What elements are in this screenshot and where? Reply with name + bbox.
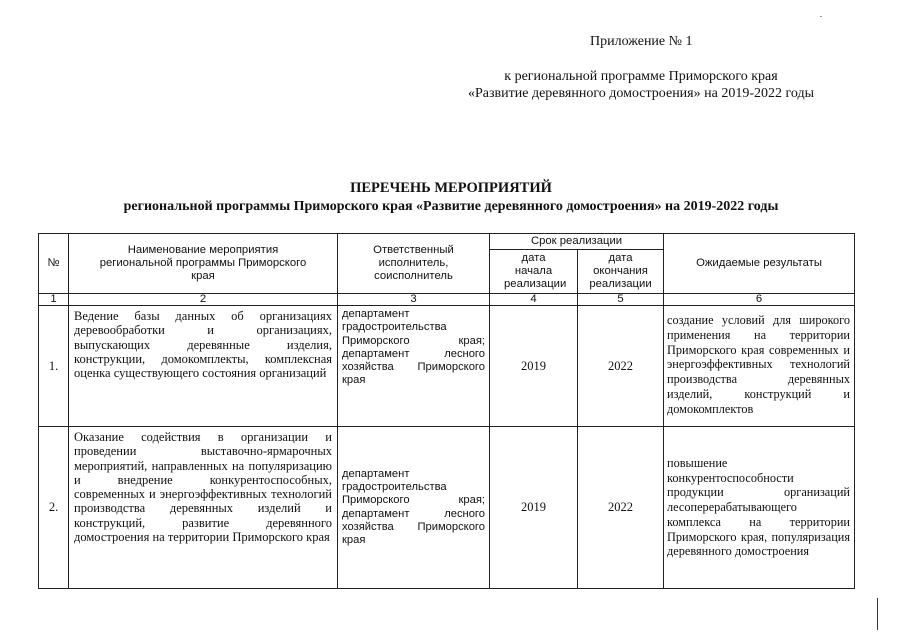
subtitle-line-2: «Развитие деревянного домостроения» на 2019-2022 годы (467, 86, 814, 101)
table-row (39, 306, 855, 427)
start-year: 2019 (490, 427, 578, 589)
expected-results: создание условий для широкого применения на территории Приморского края современных и энергоэффективных технологий производства деревянных изделий, конструкций и домокомплектов (664, 306, 855, 427)
scan-edge-mark (877, 598, 878, 630)
expected-results: повышение конкурентоспособности продукции организаций лесоперерабатывающего комплекса на территории Приморского края, популяризация деревянного домостроения (664, 427, 855, 589)
column-number: 2 (69, 294, 338, 306)
document-title: ПЕРЕЧЕНЬ МЕРОПРИЯТИЙ (350, 180, 552, 196)
column-number: 4 (490, 294, 578, 306)
column-number: 1 (39, 294, 69, 306)
scan-speck (820, 16, 822, 17)
column-number: 5 (578, 294, 664, 306)
measures-table (38, 233, 855, 589)
table-row (39, 427, 855, 589)
responsible-executor: департамент градостроительства Приморского края; департамент лесного хозяйства Приморского края (338, 427, 490, 589)
column-number: 3 (338, 294, 490, 306)
header-start: дата начала реализации (490, 250, 578, 294)
measure-name: Ведение базы данных об организациях деревообработки и организациях, выпускающих деревянные изделия, конструкции, домокомплекты, комплексная оценка существующего состояния организаций (69, 306, 338, 427)
header-period: Срок реализации (490, 234, 664, 250)
responsible-executor: департамент градостроительства Приморского края; департамент лесного хозяйства Приморского края (338, 306, 490, 427)
header-results: Ожидаемые результаты (664, 234, 855, 294)
end-year: 2022 (578, 427, 664, 589)
document-subtitle: региональной программы Приморского края «Развитие деревянного домостроения» на 2019-2022 годы (123, 199, 779, 214)
end-year: 2022 (578, 306, 664, 427)
measure-name: Оказание содействия в организации и проведении выставочно-ярмарочных мероприятий, направленных на популяризацию и внедрение конкурентоспособных, современных и энергоэффективных технологий производства деревянных изделий и конструкций, развитие деревянного домостроения на территории Приморского края (69, 427, 338, 589)
row-number: 1. (39, 306, 69, 427)
header-end: дата окончания реализации (578, 250, 664, 294)
header-name: Наименование мероприятия региональной программы Приморского края (69, 234, 338, 294)
start-year: 2019 (490, 306, 578, 427)
column-number-row (39, 294, 855, 306)
column-number: 6 (664, 294, 855, 306)
subtitle-line-1: к региональной программе Приморского края (504, 69, 778, 84)
header-num: № (39, 234, 69, 294)
appendix-label: Приложение № 1 (590, 34, 693, 49)
appendix-subtitle (440, 68, 842, 102)
header-responsible: Ответственный исполнитель, соисполнитель (338, 234, 490, 294)
row-number: 2. (39, 427, 69, 589)
